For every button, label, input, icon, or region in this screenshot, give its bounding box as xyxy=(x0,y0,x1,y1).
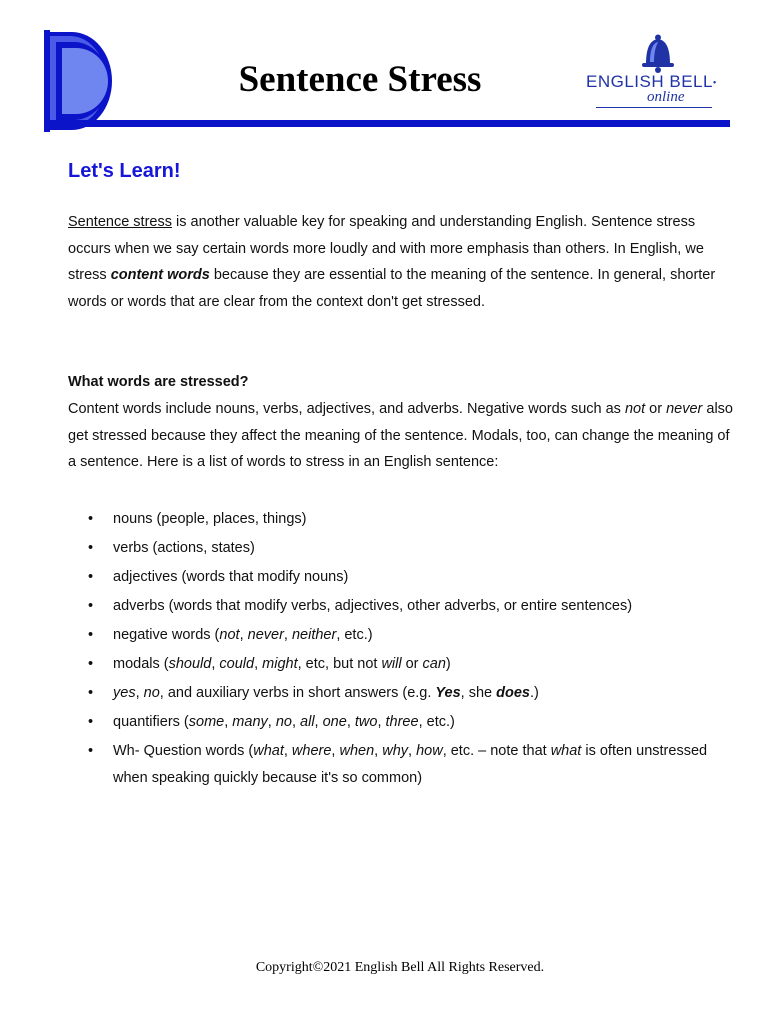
list-item-emphasis: might xyxy=(262,656,298,672)
list-item-text: , xyxy=(331,743,340,759)
list-item xyxy=(68,709,738,736)
bell-icon xyxy=(636,34,680,74)
list-item-emphasis: many xyxy=(232,714,268,730)
list-item-emphasis: no xyxy=(275,714,292,730)
list-item xyxy=(68,535,738,562)
list-item-text: ) xyxy=(445,656,451,672)
bullet-icon: • xyxy=(88,598,94,614)
bullet-icon: • xyxy=(88,714,94,730)
bullet-icon: • xyxy=(88,540,94,556)
list-item-emphasis: no xyxy=(143,685,160,701)
bullet-icon: • xyxy=(88,685,94,701)
list-item-text: negative words ( xyxy=(113,627,220,643)
list-item xyxy=(68,680,738,707)
list-item-emphasis: could xyxy=(219,656,255,672)
list-item-emphasis: how xyxy=(416,743,443,759)
list-item-text: , xyxy=(408,743,417,759)
list-item-emphasis: what xyxy=(253,743,284,759)
list-item-text: is often unstressed when speaking quickly because it's so common) xyxy=(113,743,708,786)
list-item-text: , etc. – note that xyxy=(442,743,551,759)
content-words-emphasis: content words xyxy=(110,267,210,283)
list-item-emphasis: never xyxy=(247,627,284,643)
list-item-text: , xyxy=(239,627,248,643)
list-item-emphasis: Yes xyxy=(435,685,461,701)
section-title: Let's Learn! xyxy=(68,160,181,182)
list-item-text: , etc, but not xyxy=(297,656,382,672)
body-paragraph: Content words include nouns, verbs, adjectives, and adverbs. Negative words such as not or never also get stressed because they affect the meaning of the sentence. Modals, too, can change the meaning of a sentence. Here is a list of words to stress in an English sentence: xyxy=(68,401,733,470)
list-item-text: , xyxy=(224,714,233,730)
list-item-emphasis: neither xyxy=(291,627,337,643)
list-item-text: , she xyxy=(460,685,497,701)
list-item-text: , xyxy=(254,656,263,672)
bullet-icon: • xyxy=(88,511,94,527)
list-item-emphasis: does xyxy=(496,685,530,701)
list-item-emphasis: will xyxy=(381,656,402,672)
list-item-text: verbs (actions, states) xyxy=(113,540,255,556)
list-item-text: modals ( xyxy=(113,656,169,672)
list-item-text: or xyxy=(401,656,423,672)
list-item-text: , xyxy=(267,714,276,730)
list-item-text: , xyxy=(374,743,383,759)
list-item-emphasis: two xyxy=(354,714,378,730)
bullet-icon: • xyxy=(88,569,94,585)
list-item-emphasis: why xyxy=(382,743,409,759)
list-item-emphasis: all xyxy=(300,714,315,730)
list-item-text: , xyxy=(291,714,301,730)
list-item-text: , xyxy=(283,743,292,759)
page-header xyxy=(0,0,768,140)
list-item xyxy=(68,622,738,649)
list-item xyxy=(68,651,738,678)
list-item-text: , xyxy=(135,685,144,701)
brand-name: ENGLISH BELL• xyxy=(586,72,717,91)
list-item-text: , etc.) xyxy=(418,714,455,730)
brand-sub: online xyxy=(647,89,685,105)
list-item-text: adjectives (words that modify nouns) xyxy=(113,569,349,585)
header-divider xyxy=(44,120,730,127)
list-item-text: Wh- Question words ( xyxy=(113,743,254,759)
list-item-emphasis: what xyxy=(550,743,582,759)
list-item xyxy=(68,506,738,533)
stress-word-list xyxy=(68,506,738,794)
bullet-icon: • xyxy=(88,656,94,672)
list-item-text: , and auxiliary verbs in short answers (e.g. xyxy=(159,685,436,701)
list-item-emphasis: where xyxy=(291,743,332,759)
brand-underline xyxy=(596,107,712,108)
list-item-text: .) xyxy=(529,685,539,701)
subheading: What words are stressed? xyxy=(68,374,249,390)
copyright-footer: Copyright©2021 English Bell All Rights Reserved. xyxy=(255,960,545,975)
list-item-text: adverbs (words that modify verbs, adjectives, other adverbs, or entire sentences) xyxy=(113,598,633,614)
intro-paragraph: Sentence stress is another valuable key for speaking and understanding English. Sentence stress occurs when we say certain words more loudly and with more emphasis than others. In English, we stress content words because they are essential to the meaning of the sentence. In general, shorter words or words that are clear from the context don't get stressed. xyxy=(68,214,716,310)
list-item-text: , xyxy=(346,714,355,730)
list-item-text: , xyxy=(314,714,323,730)
list-item-text: quantifiers ( xyxy=(113,714,189,730)
list-item-emphasis: one xyxy=(322,714,347,730)
list-item-text: nouns (people, places, things) xyxy=(113,511,307,527)
list-item-emphasis: when xyxy=(339,743,375,759)
page-title: Sentence Stress xyxy=(238,59,482,100)
sentence-stress-term: Sentence stress xyxy=(68,214,172,230)
list-item-emphasis: can xyxy=(422,656,446,672)
list-item xyxy=(68,593,738,620)
list-item xyxy=(68,738,738,792)
list-item-text: , xyxy=(377,714,386,730)
list-item-emphasis: three xyxy=(385,714,419,730)
list-item-emphasis: not xyxy=(219,627,240,643)
list-item-emphasis: should xyxy=(168,656,212,672)
list-item-text: , xyxy=(283,627,292,643)
list-item-emphasis: yes xyxy=(113,685,136,701)
bullet-icon: • xyxy=(88,743,94,759)
list-item xyxy=(68,564,738,591)
list-item-text: , xyxy=(211,656,220,672)
bullet-icon: • xyxy=(88,627,94,643)
list-item-emphasis: some xyxy=(188,714,225,730)
list-item-text: , etc.) xyxy=(336,627,373,643)
